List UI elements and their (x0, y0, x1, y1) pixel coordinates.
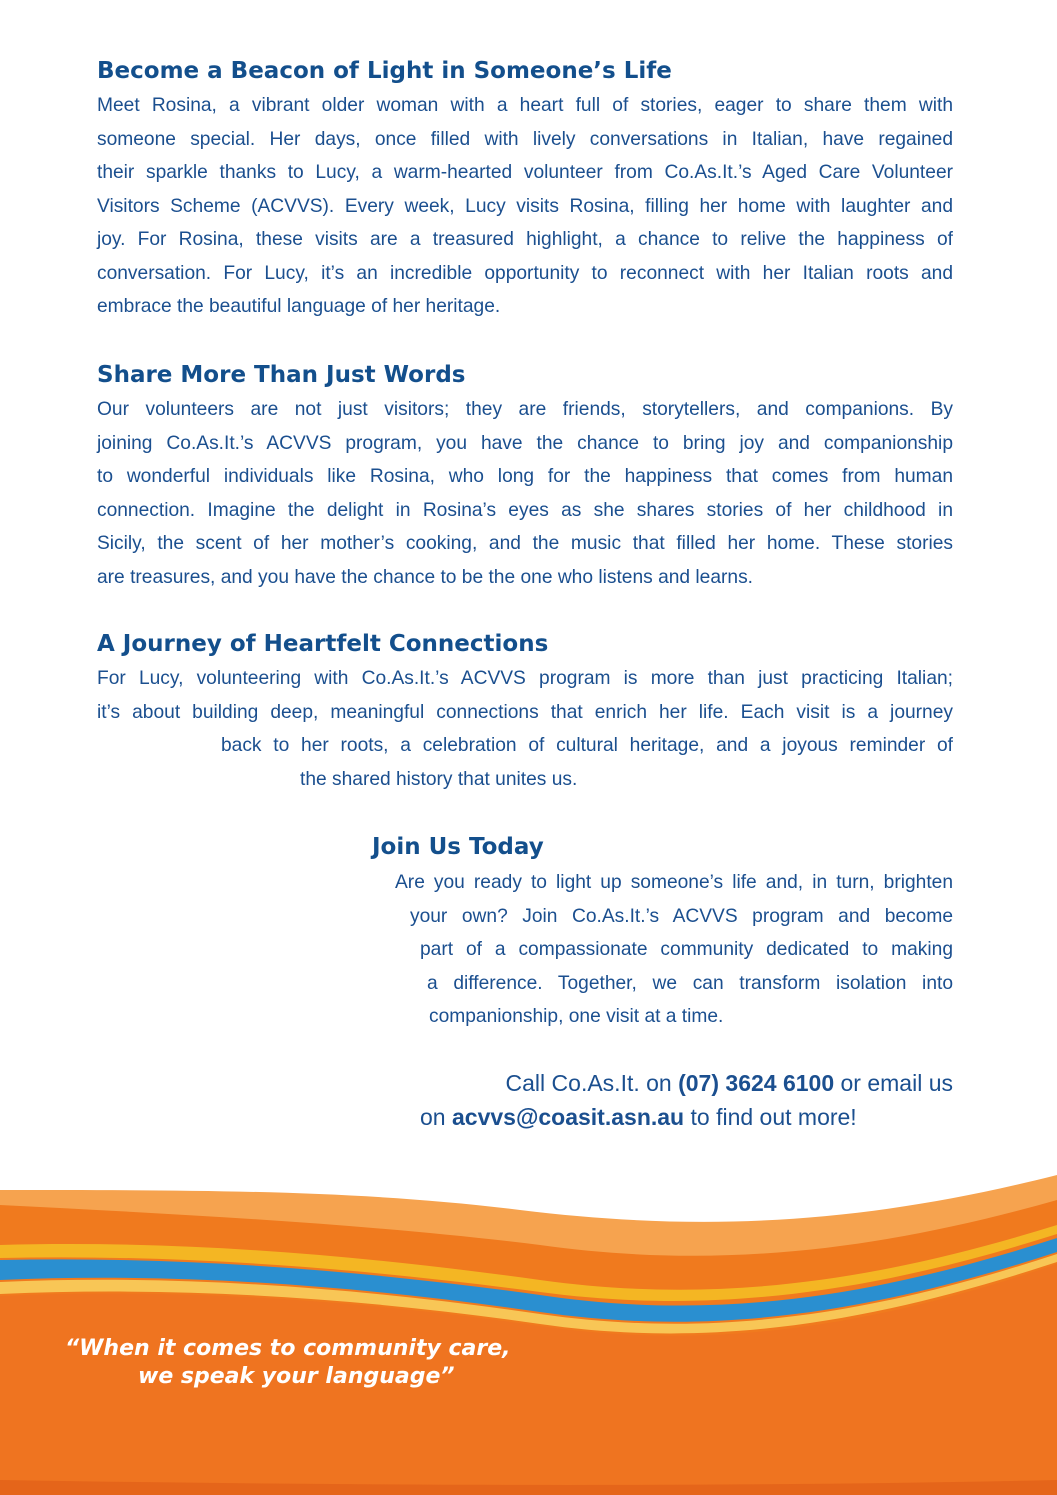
paragraph-line: the shared history that unites us. (300, 768, 578, 790)
paragraph-line: Are you ready to light up someone’s life and, in turn, brighten (395, 872, 953, 893)
paragraph-line: conversation. For Lucy, it’s an incredible opportunity to reconnect with her Italian roots and (97, 262, 953, 284)
paragraph-line: are treasures, and you have the chance to be the one who listens and learns. (97, 566, 754, 588)
footer-wave-graphic (0, 1170, 1057, 1495)
paragraph-line: Meet Rosina, a vibrant older woman with a heart full of stories, eager to share them with (97, 95, 953, 116)
paragraph-line: someone special. Her days, once filled with lively conversations in Italian, have regained (97, 128, 953, 150)
email-prefix: or email us (834, 1070, 953, 1096)
paragraph-line: their sparkle thanks to Lucy, a warm-hearted volunteer from Co.As.It.’s Aged Care Volunteer (97, 162, 953, 183)
footer-quote-line-2: we speak your language” (138, 1364, 455, 1389)
paragraph-line: Visitors Scheme (ACVVS). Every week, Lucy visits Rosina, filling her home with laughter and (97, 195, 953, 217)
paragraph-line: your own? Join Co.As.It.’s ACVVS program and become (410, 905, 953, 927)
paragraph-share (97, 393, 953, 594)
paragraph-line: companionship, one visit at a time. (429, 1006, 724, 1027)
email-link[interactable]: acvvs@coasit.asn.au (451, 1104, 685, 1130)
phone-number[interactable]: (07) 3624 6100 (678, 1070, 835, 1096)
contact-line-call (420, 1066, 953, 1100)
footer-quote-line-1: “When it comes to community care, (65, 1336, 511, 1361)
paragraph-line: it’s about building deep, meaningful connections that enrich her life. Each visit is a journey (97, 701, 953, 723)
paragraph-line: back to her roots, a celebration of cultural heritage, and a joyous reminder of (221, 735, 953, 756)
paragraph-join (395, 866, 953, 1034)
contact-suffix: to find out more! (684, 1104, 857, 1130)
on-text: on (420, 1104, 452, 1130)
paragraph-line: Our volunteers are not just visitors; they are friends, storytellers, and companions. By (97, 399, 953, 420)
call-prefix: Call Co.As.It. on (505, 1070, 679, 1096)
heading-share: Share More Than Just Words (97, 362, 466, 388)
heading-beacon: Become a Beacon of Light in Someone’s Life (97, 58, 672, 84)
paragraph-line: joy. For Rosina, these visits are a treasured highlight, a chance to relive the happiness of (97, 229, 953, 250)
paragraph-journey (97, 662, 953, 796)
contact-line-email (420, 1100, 953, 1134)
paragraph-line: connection. Imagine the delight in Rosina’s eyes as she shares stories of her childhood in (97, 499, 953, 521)
heading-join: Join Us Today (372, 834, 544, 860)
paragraph-line: embrace the beautiful language of her heritage. (97, 296, 501, 317)
contact-block (420, 1066, 953, 1134)
paragraph-line: For Lucy, volunteering with Co.As.It.’s ACVVS program is more than just practicing Italian; (97, 668, 953, 689)
heading-journey: A Journey of Heartfelt Connections (97, 631, 549, 657)
paragraph-beacon (97, 89, 953, 324)
paragraph-line: joining Co.As.It.’s ACVVS program, you have the chance to bring joy and companionship (97, 432, 953, 454)
paragraph-line: a difference. Together, we can transform isolation into (427, 972, 953, 994)
paragraph-line: Sicily, the scent of her mother’s cooking, and the music that filled her home. These stories (97, 533, 953, 554)
paragraph-line: part of a compassionate community dedicated to making (420, 939, 953, 960)
paragraph-line: to wonderful individuals like Rosina, who long for the happiness that comes from human (97, 466, 953, 487)
